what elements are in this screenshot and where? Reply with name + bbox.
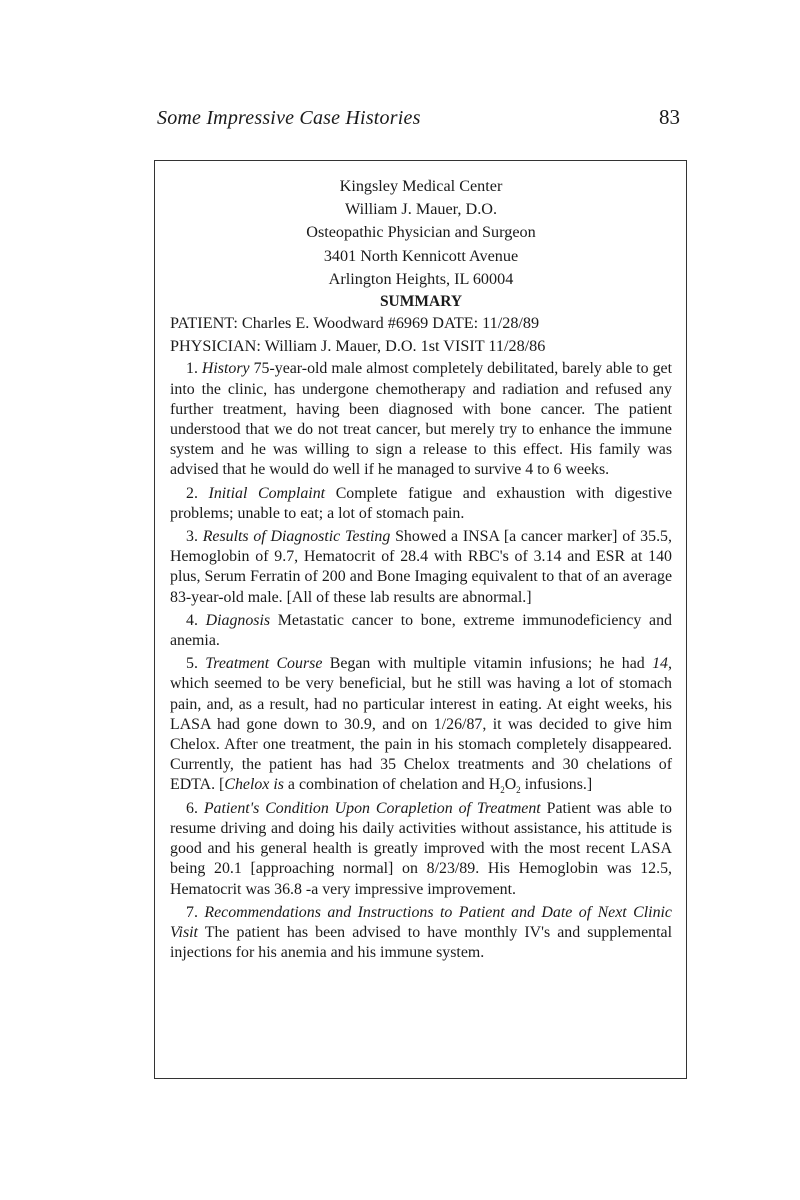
oxygen-symbol: O [504, 776, 517, 794]
patient-line: PATIENT: Charles E. Woodward #6969 DATE: 11/28/89 [170, 314, 540, 333]
letterhead-line-center-name: Kingsley Medical Center [339, 177, 503, 195]
section-diagnosis [170, 611, 672, 651]
section-text: Began with multiple vitamin infusions; he had [329, 655, 645, 673]
section-number: 6. [186, 799, 198, 817]
section-treatment-course [170, 654, 672, 795]
chelox-label: Chelox is [224, 776, 284, 794]
letterhead-line-physician: William J. Mauer, D.O. [344, 200, 497, 219]
section-text: a combination of chelation and H [287, 776, 501, 794]
section-diagnostic-testing [170, 527, 672, 608]
running-head: Some Impressive Case Histories [157, 107, 421, 129]
section-number: 7. [186, 903, 198, 921]
section-history [170, 359, 672, 480]
section-number: 4. [186, 611, 198, 629]
section-number: 2. [186, 484, 198, 502]
section-initial-complaint [170, 484, 672, 524]
section-number: 1. [186, 360, 198, 378]
section-number: 3. [186, 528, 198, 546]
section-patient-condition [170, 799, 672, 900]
section-text: Complete fatigue and exhaustion with digestive problems; unable to eat; a lot of stomach pain. [170, 484, 672, 522]
section-heading: Results of Diagnostic Testing [202, 528, 391, 546]
page-number: 83 [659, 105, 680, 129]
section-text: The patient has been advised to have monthly IV's and supplemental injections for his anemia and his immune system. [170, 923, 672, 962]
section-text: which seemed to be very beneficial, but he still was having a lot of stomach pain, and, as a result, had no particular interest in eating. At eight weeks, his LASA had gone down to 30.9, and on 1/26/87, it was decided to give him Chelox. After one treatment, the pain in his stomach completely disappeared. Currently, the patient has had 35 Chelox treatments and 30 chelations of EDTA. [ [170, 675, 672, 794]
section-heading: Recommendations and Instructions to Patient and Date of Next Clinic Visit [170, 903, 672, 941]
subscript: 2 [500, 785, 505, 796]
infusion-count: 14, [652, 655, 672, 673]
section-heading: History [201, 360, 250, 378]
summary-title: SUMMARY [379, 293, 463, 311]
section-heading: Patient's Condition Upon Corapletion of Treatment [203, 799, 541, 817]
physician-line: PHYSICIAN: William J. Mauer, D.O. 1st VISIT 11/28/86 [170, 337, 546, 356]
section-text: 75-year-old male almost completely debilitated, barely able to get into the clinic, has undergone chemotherapy and radiation and refused any further treatment, having been diagnosed with bone cancer. The patient understood that we do not treat cancer, but merely try to enhance the immune system and he was willing to sign a release to this effect. His family was advised that he would do well if he managed to survive 4 to 6 weeks. [170, 360, 673, 479]
section-text: Patient was able to resume driving and doing his daily activities without assistance, his attitude is good and his general health is greatly improved with the most recent LASA being 20.1 [approaching normal] on 8/23/89. His Hemoglobin was 12.5, Hematocrit was 36.8 -a very impressive improvement. [170, 799, 672, 898]
subscript: 2 [516, 785, 521, 796]
section-text: Showed a INSA [a cancer marker] of 35.5, Hemoglobin of 9.7, Hematocrit of 28.4 with RBC's of 3.14 and ESR at 140 plus, Serum Ferratin of 200 and Bone Imaging equivalent to that of an average 83-year-old male. [All of these lab results are abnormal.] [170, 528, 672, 606]
section-text: infusions.] [524, 776, 593, 794]
letterhead-line-city: Arlington Heights, IL 60004 [328, 269, 514, 288]
section-heading: Initial Complaint [208, 484, 326, 502]
section-heading: Diagnosis [205, 611, 271, 629]
letterhead-line-specialty: Osteopathic Physician and Surgeon [306, 223, 536, 242]
section-recommendations [170, 903, 672, 964]
letterhead [170, 175, 672, 312]
section-text: Metastatic cancer to bone, extreme immunodeficiency and anemia. [170, 611, 672, 650]
letterhead-line-street: 3401 North Kennicott Avenue [323, 246, 519, 265]
case-summary-box [154, 160, 687, 1079]
section-number: 5. [186, 655, 198, 673]
section-heading: Treatment Course [205, 655, 323, 673]
